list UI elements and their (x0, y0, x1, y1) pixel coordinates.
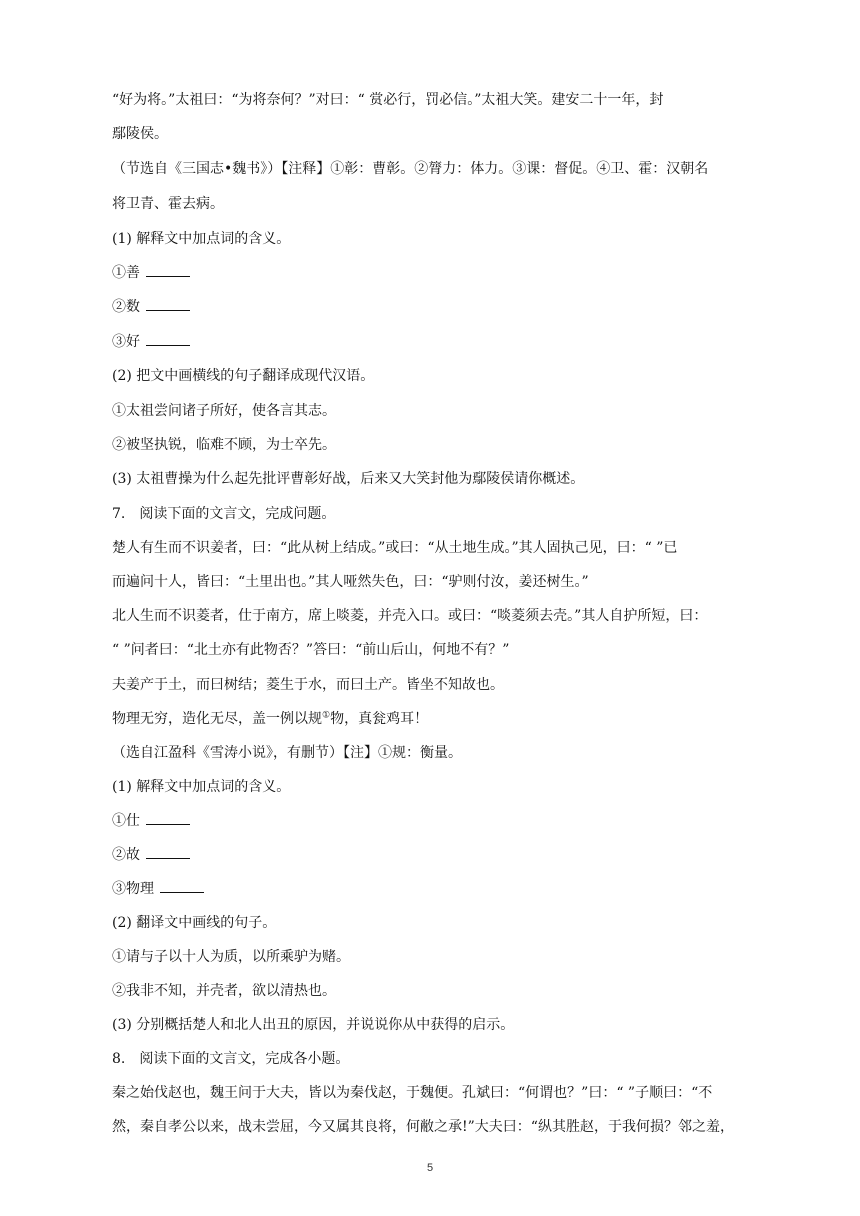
question-7-2-item-b: ②我非不知，并壳者，欲以清热也。 (112, 983, 336, 999)
question-1-item-b: ②数 (112, 297, 752, 317)
answer-blank[interactable] (146, 332, 190, 346)
question-7-2-item-a: ①请与子以十人为质，以所乘驴为赌。 (112, 949, 350, 965)
text-line: “好为将。”太祖曰：“为将奈何？”对曰：“ 赏必行，罚必信。”太祖大笑。建安二十一年，封 (112, 92, 664, 108)
passage-7-line: “ ”问者曰：“北土亦有此物否？”答曰：“前山后山，何地不有？” (112, 642, 510, 658)
dotted-word: 便 (434, 1085, 448, 1101)
dotted-word: 仕 (238, 608, 252, 624)
question-7-1-item-a: ①仕 (112, 811, 752, 831)
passage-7-line: 北人生而不识菱者，仕于南方，席上啖菱，并壳入口。或曰：“啖菱须去壳。”其人自护所短，曰： (112, 608, 708, 624)
dotted-word: 理 (126, 711, 140, 727)
passage-7-line: 物理无穷，造化无尽，盖一例以规①物，真瓮鸡耳！ (112, 710, 429, 727)
text-line: 鄢陵侯。 (112, 126, 168, 142)
section-7-heading: 7. 阅读下面的文言文，完成问题。 (112, 506, 336, 522)
answer-blank[interactable] (160, 879, 204, 893)
source-annotation: （选自江盈科《雪涛小说》，有删节）【注】①规：衡量。 (112, 745, 462, 761)
question-3-prompt: (3) 太祖曹操为什么起先批评曹彰好战，后来又大笑封他为鄢陵侯请你概述。 (112, 471, 585, 487)
question-2-item-b: ②被坚执锐，临难不顾，为士卒先。 (112, 437, 336, 453)
passage-8-line: 秦之始伐赵也，魏王问于大夫，皆以为秦伐赵，于魏便。孔斌曰：“何谓也？”曰：“ ”子顺曰：“不 (112, 1085, 713, 1101)
question-7-1-prompt: (1) 解释文中加点词的含义。 (112, 779, 291, 795)
question-7-1-item-b: ②故 (112, 845, 752, 865)
question-7-1-item-c: ③物理 (112, 879, 752, 899)
question-7-3-prompt: (3) 分别概括楚人和北人出丑的原因，并说说你从中获得的启示。 (112, 1017, 515, 1033)
answer-blank[interactable] (146, 263, 190, 277)
section-8-heading: 8. 阅读下面的文言文，完成各小题。 (112, 1051, 350, 1067)
passage-8-line: 然，秦自孝公以来，战未尝屈，今又属其良将，何敝之承!”大夫曰：“纵其胜赵，于我何损？邻之羞， (112, 1119, 734, 1135)
question-7-2-prompt: (2) 翻译文中画线的句子。 (112, 915, 277, 931)
question-2-item-a: ①太祖尝问诸子所好，使各言其志。 (112, 403, 336, 419)
answer-blank[interactable] (146, 297, 190, 311)
page-number: 5 (426, 1162, 434, 1174)
dotted-word: 故 (462, 677, 476, 693)
passage-7-line: 而遍问十人，皆曰：“土里出也。”其人哑然失色，曰：“驴则付汝，姜还树生。” (112, 574, 589, 590)
question-1-prompt: (1) 解释文中加点词的含义。 (112, 231, 291, 247)
question-2-prompt: (2) 把文中画横线的句子翻译成现代汉语。 (112, 368, 375, 384)
answer-blank[interactable] (146, 845, 190, 859)
answer-blank[interactable] (146, 811, 190, 825)
dotted-word: 伐 (154, 1085, 168, 1101)
question-1-item-c: ③好 (112, 332, 752, 352)
footnote-mark: ① (322, 710, 331, 721)
passage-7-line: 夫姜产于土，而曰树结；菱生于水，而曰土产。皆坐不知故也。 (112, 677, 504, 693)
annotation-line: 将卫青、霍去病。 (112, 196, 224, 212)
dotted-word: 物 (112, 711, 126, 727)
passage-7-line: 楚人有生而不识姜者，曰：“此从树上结成。”或曰：“从土地生成。”其人固执己见，曰：“ ”已 (112, 540, 678, 556)
question-1-item-a: ①善 (112, 263, 752, 283)
annotation-line: （节选自《三国志•魏书》）【注释】①彰：曹彰。②膂力：体力。③课：督促。④卫、霍：汉朝名 (112, 161, 709, 177)
